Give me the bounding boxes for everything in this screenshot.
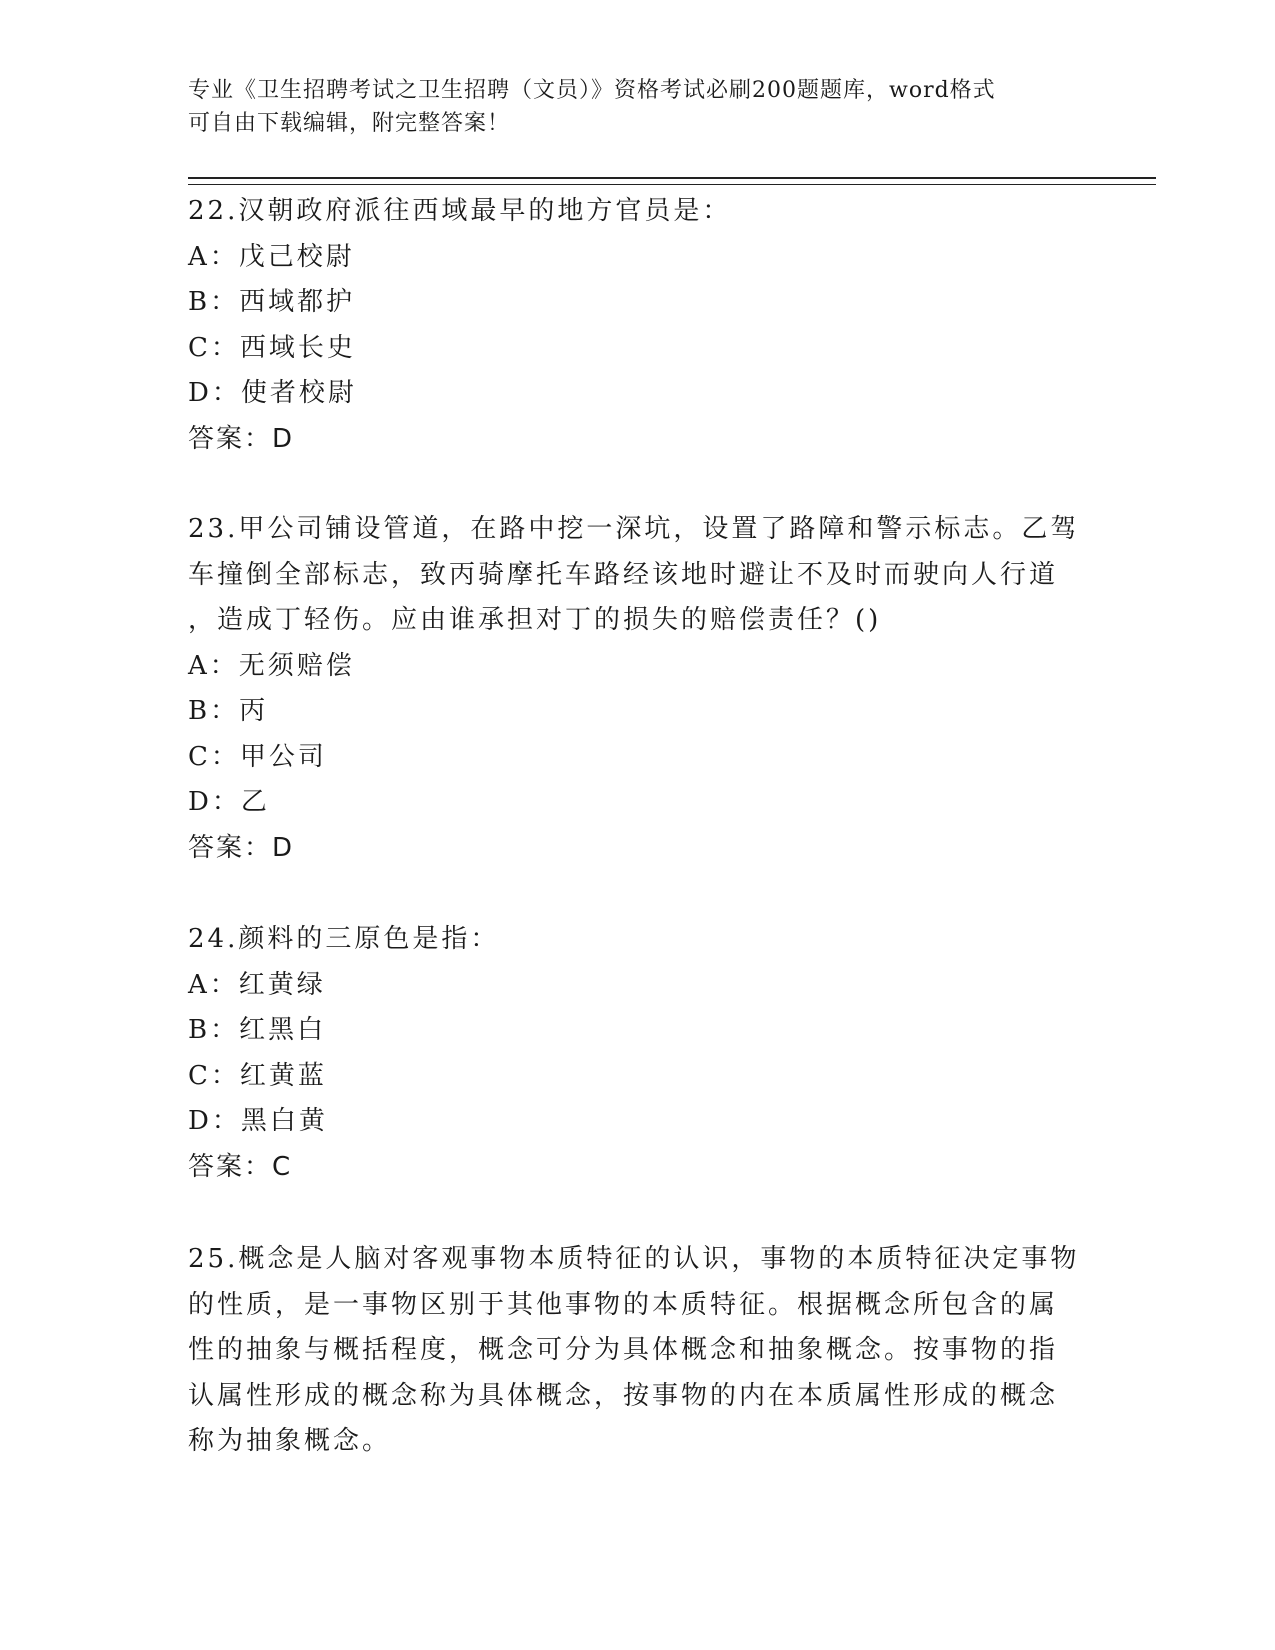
question-23 — [188, 507, 1088, 871]
question-stem — [188, 917, 1088, 963]
stem-line: 25.概念是人脑对客观事物本质特征的认识，事物的本质特征决定事物 — [188, 1244, 1080, 1274]
answer: 答案：D — [188, 832, 295, 863]
answer: 答案：D — [188, 423, 295, 454]
option-d: D：使者校尉 — [188, 378, 357, 408]
stem-line: ，造成丁轻伤。应由谁承担对丁的损失的赔偿责任？() — [188, 605, 882, 635]
option-list — [188, 235, 1088, 417]
option-c: C：红黄蓝 — [188, 1060, 327, 1091]
question-24 — [188, 917, 1088, 1190]
option-d: D：黑白黄 — [188, 1106, 328, 1136]
stem-line: 23.甲公司铺设管道，在路中挖一深坑，设置了路障和警示标志。乙驾 — [188, 514, 1080, 544]
option-c: C：甲公司 — [188, 741, 327, 772]
option-c: C：西域长史 — [188, 332, 356, 363]
option-a: A：红黄绿 — [188, 969, 326, 1000]
header-line: 专业《卫生招聘考试之卫生招聘（文员）》资格考试必刷200题题库，word格式 — [188, 78, 996, 103]
question-stem — [188, 1237, 1088, 1465]
question-22 — [188, 189, 1088, 462]
question-25 — [188, 1237, 1088, 1465]
option-b: B：西域都护 — [188, 287, 356, 317]
option-a: A：戊己校尉 — [188, 241, 355, 272]
page-header — [188, 74, 1088, 140]
stem-line: 24.颜料的三原色是指： — [188, 924, 500, 954]
option-list — [188, 644, 1088, 826]
question-stem — [188, 189, 1088, 235]
stem-line: 22.汉朝政府派往西域最早的地方官员是： — [188, 196, 732, 226]
stem-line: 的性质，是一事物区别于其他事物的本质特征。根据概念所包含的属 — [188, 1289, 1059, 1320]
header-line: 可自由下载编辑，附完整答案！ — [188, 111, 511, 136]
stem-line: 称为抽象概念。 — [188, 1426, 392, 1456]
stem-line: 性的抽象与概括程度，概念可分为具体概念和抽象概念。按事物的指 — [188, 1335, 1059, 1365]
question-stem — [188, 507, 1088, 644]
option-b: B：红黑白 — [188, 1015, 327, 1045]
option-d: D：乙 — [188, 787, 270, 817]
header-divider — [188, 177, 1156, 185]
answer: 答案：C — [188, 1151, 293, 1182]
stem-line: 认属性形成的概念称为具体概念，按事物的内在本质属性形成的概念 — [188, 1380, 1059, 1411]
stem-line: 车撞倒全部标志，致丙骑摩托车路经该地时避让不及时而驶向人行道 — [188, 559, 1059, 590]
option-b: B：丙 — [188, 696, 269, 726]
option-list — [188, 963, 1088, 1145]
option-a: A：无须赔偿 — [188, 650, 355, 681]
